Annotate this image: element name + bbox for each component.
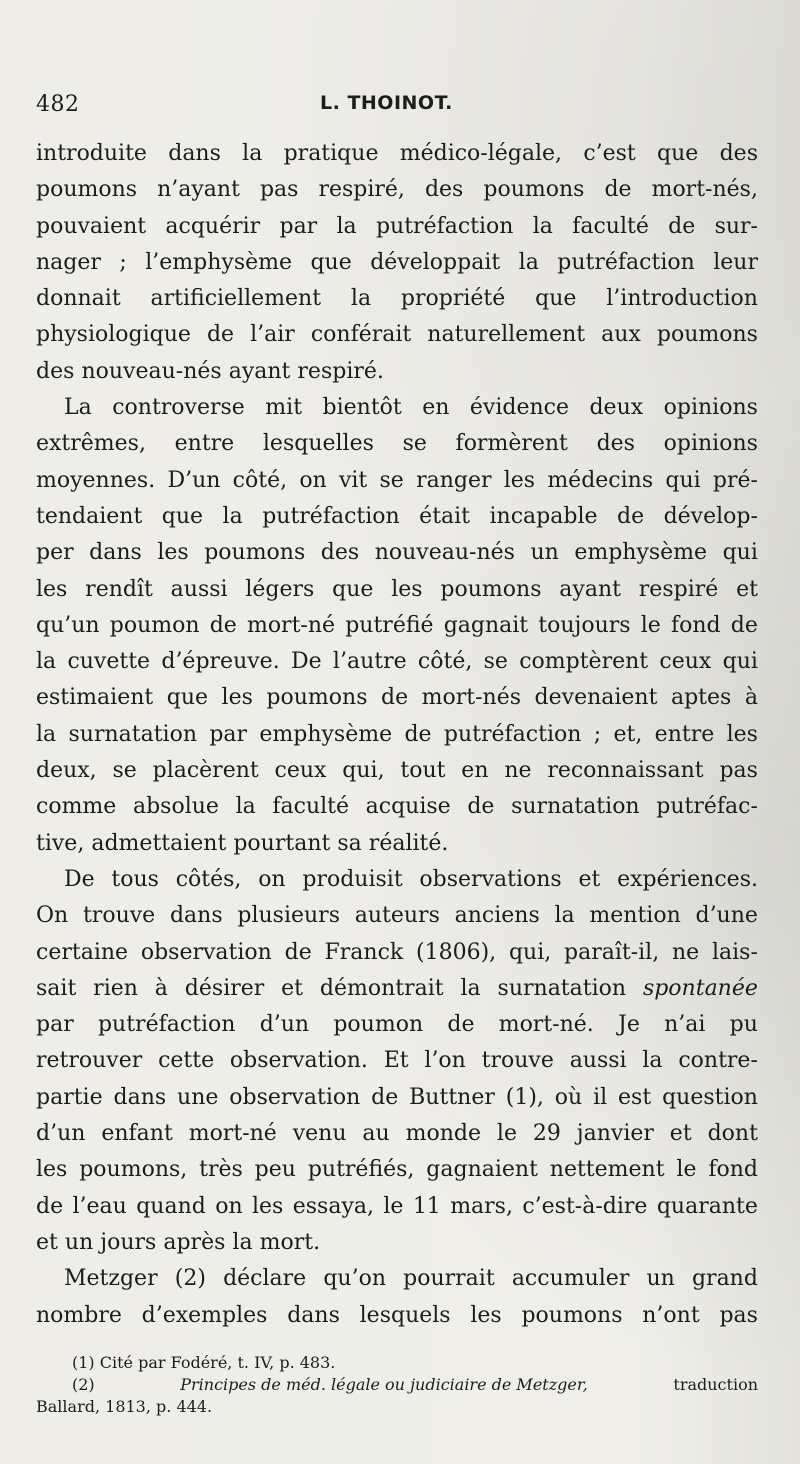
text-line: poumons n’ayant pas respiré, des poumons de mort-nés, bbox=[36, 177, 758, 203]
text-line: et un jours après la mort. bbox=[36, 1229, 321, 1255]
footnote-2 bbox=[36, 1374, 758, 1396]
text-line: partie dans une observation de Buttner (1), où il est question bbox=[36, 1084, 758, 1110]
text-line: La controverse mit bientôt en évidence deux opinions bbox=[64, 395, 758, 421]
text-line: per dans les poumons des nouveau-nés un emphysème qui bbox=[36, 540, 758, 566]
text-line: les rendît aussi légers que les poumons ayant respiré et bbox=[36, 576, 758, 602]
page-header bbox=[36, 92, 756, 124]
text-line: De tous côtés, on produisit observations et expériences. bbox=[64, 866, 758, 892]
text-line: par putréfaction d’un poumon de mort-né. Je n’ai pu bbox=[36, 1012, 758, 1038]
text-line: moyennes. D’un côté, on vit se ranger les médecins qui pré- bbox=[36, 467, 758, 493]
text-line: donnait artificiellement la propriété que l’introduction bbox=[36, 286, 758, 312]
text-line: extrêmes, entre lesquelles se formèrent des opinions bbox=[36, 431, 758, 457]
text-line: nager ; l’emphysème que développait la putréfaction leur bbox=[36, 249, 758, 275]
text-line: introduite dans la pratique médico-légale, c’est que des bbox=[36, 141, 758, 166]
footnote-2-rest: traduction bbox=[673, 1375, 758, 1394]
text-line: physiologique de l’air conférait naturellement aux poumons bbox=[36, 322, 758, 348]
page-number: 482 bbox=[36, 92, 80, 117]
text-line: tendaient que la putréfaction était incapable de dévelop- bbox=[36, 503, 758, 529]
running-head: L. THOINOT. bbox=[320, 92, 453, 114]
text-line: nombre d’exemples dans lesquels les poumons n’ont pas bbox=[36, 1302, 758, 1328]
footnotes bbox=[36, 1352, 758, 1418]
text-line: pouvaient acquérir par la putréfaction la faculté de sur- bbox=[36, 213, 758, 239]
text-line: la cuvette d’épreuve. De l’autre côté, se comptèrent ceux qui bbox=[36, 649, 758, 675]
text-line: tive, admettaient pourtant sa réalité. bbox=[36, 830, 449, 856]
text-line: On trouve dans plusieurs auteurs anciens la mention d’une bbox=[36, 903, 758, 929]
text-line: certaine observation de Franck (1806), qui, paraît-il, ne lais- bbox=[36, 939, 758, 965]
text-line: des nouveau-nés ayant respiré. bbox=[36, 358, 384, 384]
text-line: qu’un poumon de mort-né putréfié gagnait toujours le fond de bbox=[36, 612, 758, 638]
text-line: retrouver cette observation. Et l’on trouve aussi la contre- bbox=[36, 1048, 758, 1074]
text-line: sait rien à désirer et démontrait la surnatation spontanée bbox=[36, 975, 758, 1001]
text-line: comme absolue la faculté acquise de surnatation putréfac- bbox=[36, 794, 758, 820]
text-line: de l’eau quand on les essaya, le 11 mars, c’est-à-dire quarante bbox=[36, 1193, 758, 1219]
text-line: Metzger (2) déclare qu’on pourrait accumuler un grand bbox=[64, 1266, 758, 1292]
footnote-2-marker: (2) bbox=[72, 1375, 95, 1394]
body-text bbox=[36, 136, 758, 1334]
footnote-2-title: Principes de méd. légale ou judiciaire de Metzger, bbox=[180, 1375, 588, 1394]
footnote-1: (1) Cité par Fodéré, t. IV, p. 483. bbox=[72, 1353, 336, 1372]
text-line: les poumons, très peu putréfiés, gagnaient nettement le fond bbox=[36, 1157, 758, 1183]
footnote-2-continuation: Ballard, 1813, p. 444. bbox=[36, 1397, 213, 1416]
text-line: d’un enfant mort-né venu au monde le 29 janvier et dont bbox=[36, 1121, 758, 1147]
text-line: la surnatation par emphysème de putréfaction ; et, entre les bbox=[36, 721, 758, 747]
text-line: deux, se placèrent ceux qui, tout en ne reconnaissant pas bbox=[36, 758, 758, 784]
text-line: estimaient que les poumons de mort-nés devenaient aptes à bbox=[36, 685, 758, 711]
